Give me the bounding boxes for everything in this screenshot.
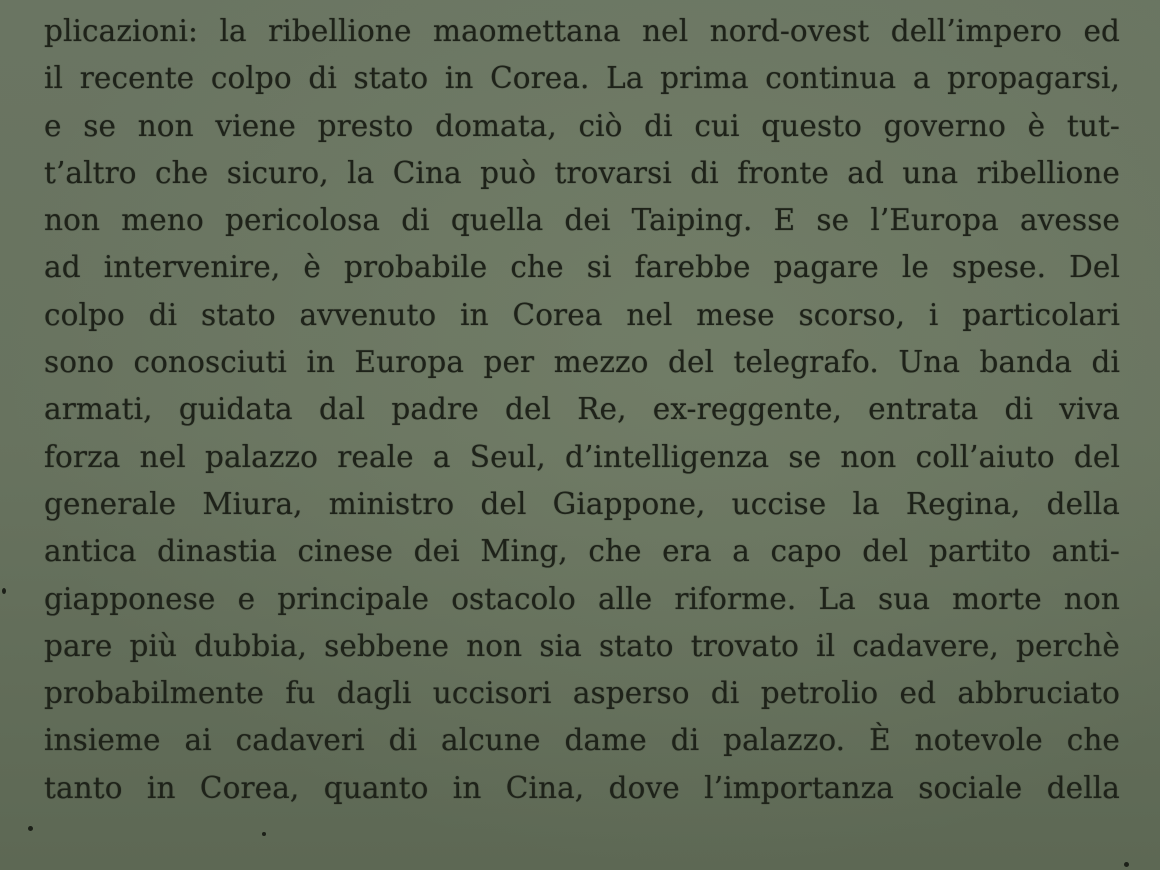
paper-speck bbox=[28, 826, 33, 831]
text-line: t’altro che sicuro, la Cina può trovarsi di fronte ad una ribellione bbox=[44, 155, 1120, 190]
text-line: pare più dubbia, sebbene non sia stato trovato il cadavere, perchè bbox=[44, 628, 1120, 663]
text-line: non meno pericolosa di quella dei Taiping. E se l’Europa avesse bbox=[44, 203, 1120, 238]
text-line: il recente colpo di stato in Corea. La prima continua a propagarsi, bbox=[44, 61, 1120, 96]
text-line: colpo di stato avvenuto in Corea nel mese scorso, i particolari bbox=[44, 297, 1120, 332]
text-line: antica dinastia cinese dei Ming, che era a capo del partito anti- bbox=[44, 534, 1120, 569]
text-line: ad intervenire, è probabile che si farebbe pagare le spese. Del bbox=[44, 250, 1120, 285]
text-line: e se non viene presto domata, ciò di cui questo governo è tut- bbox=[44, 108, 1120, 143]
paper-speck bbox=[2, 588, 6, 594]
cropped-previous-line bbox=[0, 0, 1160, 8]
paper-speck bbox=[262, 832, 266, 836]
text-block bbox=[44, 8, 1120, 812]
text-line: tanto in Corea, quanto in Cina, dove l’importanza sociale della bbox=[44, 770, 1120, 805]
text-line: probabilmente fu dagli uccisori asperso di petrolio ed abbruciato bbox=[44, 676, 1120, 711]
paper-speck bbox=[1124, 862, 1129, 867]
text-line: forza nel palazzo reale a Seul, d’intelligenza se non coll’aiuto del bbox=[44, 439, 1120, 474]
text-line: insieme ai cadaveri di alcune dame di palazzo. È notevole che bbox=[44, 723, 1120, 758]
text-line: plicazioni: la ribellione maomettana nel nord-ovest dell’impero ed bbox=[44, 14, 1120, 48]
text-line: giapponese e principale ostacolo alle riforme. La sua morte non bbox=[44, 581, 1120, 616]
text-line: armati, guidata dal padre del Re, ex-reggente, entrata di viva bbox=[44, 392, 1120, 427]
text-line: sono conosciuti in Europa per mezzo del telegrafo. Una banda di bbox=[44, 345, 1120, 380]
text-line: generale Miura, ministro del Giappone, uccise la Regina, della bbox=[44, 486, 1120, 521]
